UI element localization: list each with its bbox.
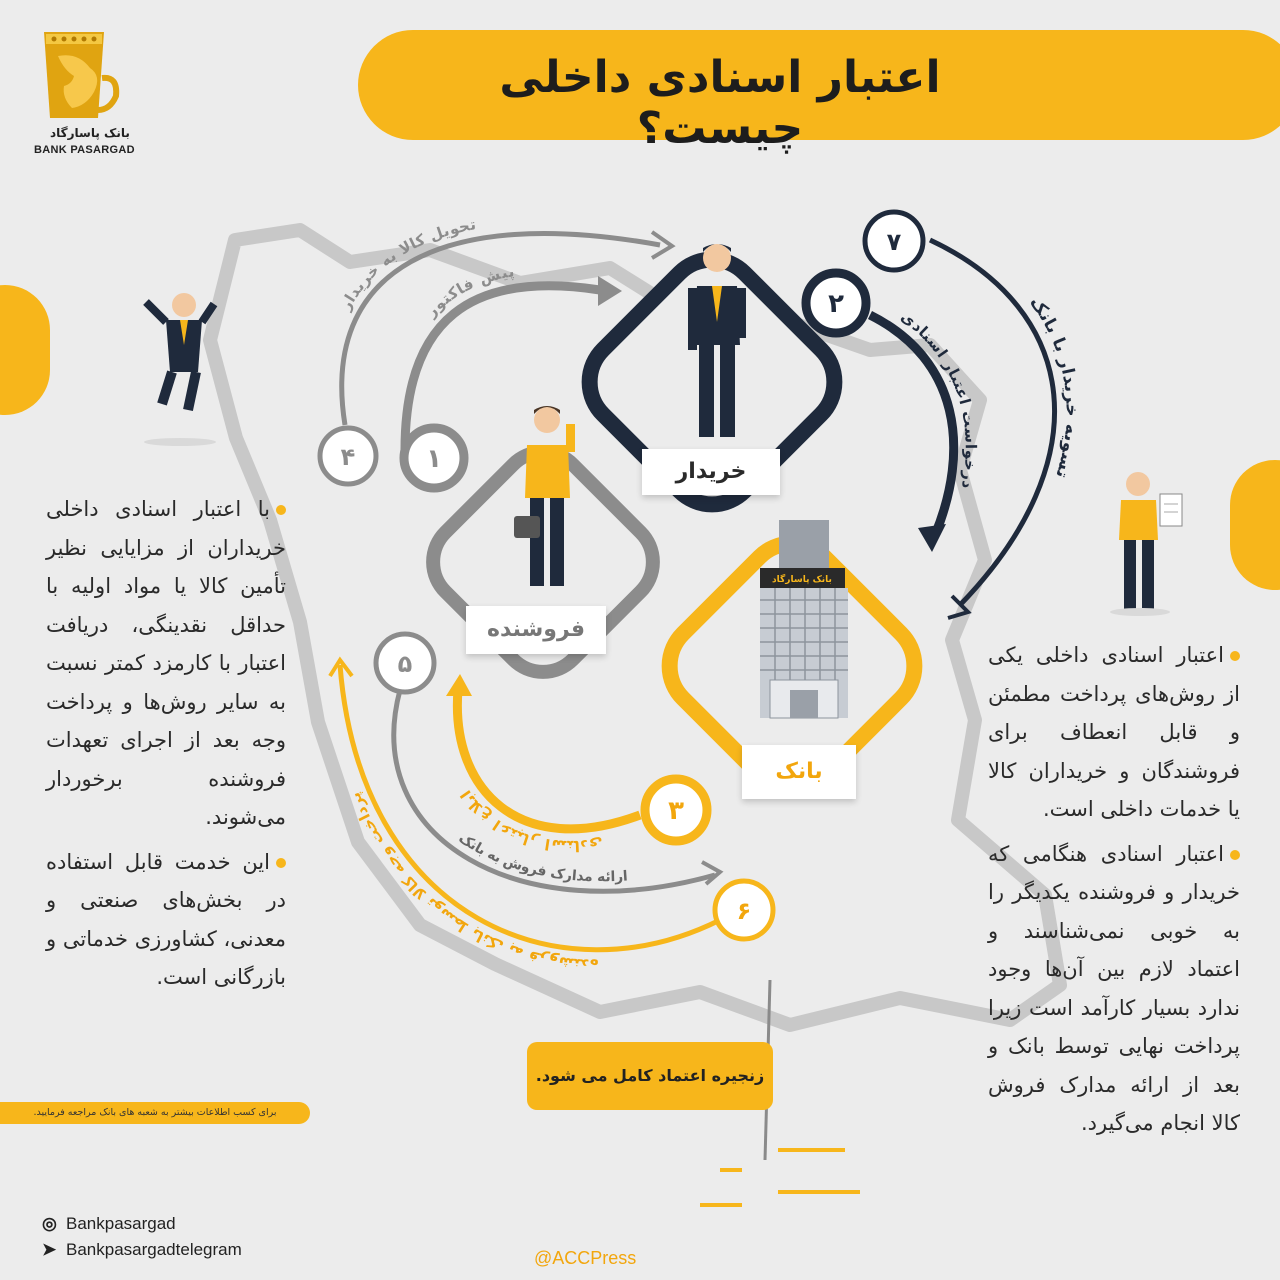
bullet-icon	[276, 505, 286, 515]
step-4-label: تحویل کالا به خریدار	[336, 215, 478, 314]
trust-note: زنجیره اعتماد کامل می شود.	[527, 1042, 773, 1110]
telegram-icon: ➤	[42, 1240, 57, 1259]
step-1-label: پیش فاکتور	[422, 262, 516, 321]
logo-text-en: BANK PASARGAD	[34, 144, 135, 156]
step-7-badge	[865, 212, 923, 270]
bullet-icon	[1230, 850, 1240, 860]
step-2-label: درخواست اعتبار اسنادی	[897, 307, 980, 490]
right-paragraph-2: اعتبار اسنادی هنگامی که خریدار و فروشنده یکدیگر را به خوبی نمی‌شناسند و اعتماد لازم بین آن‌ها وجود ندارد بسیار کارآمد است زیرا پرداخت نهایی توسط بانک و بعد از ارائه مدارک فروش کالا انجام می‌گیرد.	[988, 841, 1240, 1135]
telegram-handle[interactable]	[42, 1240, 242, 1260]
left-paragraph-2: این خدمت قابل استفاده در بخش‌های صنعتی و معدنی، کشاورزی خدماتی و بازرگانی است.	[46, 849, 286, 989]
buyer-label: خریدار	[642, 449, 780, 495]
left-paragraph-1: با اعتبار اسنادی داخلی خریداران از مزایایی نظیر تأمین کالا یا مواد اولیه با حداقل نقدینگی، دریافت اعتبار با کارمزد کمتر نسبت به سایر روش‌ها و پرداخت وجه بعد از اجرای تعهدات فروشنده برخوردار می‌شوند.	[46, 497, 286, 829]
svg-text:۴: ۴	[340, 443, 356, 471]
arrow-head-5	[702, 862, 720, 884]
svg-text:۵: ۵	[397, 650, 413, 678]
right-paragraph-1: اعتبار اسنادی داخلی یکی از روش‌های پرداخت مطمئن و قابل انعطاف برای فروشندگان و خریداران کالا یا خدمات داخلی است.	[988, 643, 1240, 821]
page-title: اعتبار اسنادی داخلی چیست؟	[499, 52, 941, 154]
logo-text-fa: بانک پاسارگاد	[50, 126, 130, 140]
step-6-badge	[715, 881, 773, 939]
instagram-handle[interactable]	[42, 1214, 176, 1234]
jumping-man-icon	[144, 293, 216, 446]
arrow-head-2	[918, 524, 946, 552]
svg-text:۳: ۳	[668, 796, 684, 826]
left-description	[46, 490, 286, 1003]
step-5-label: ارائه مدارک فروش به بانک	[455, 830, 629, 886]
instagram-text: Bankpasargad	[66, 1214, 176, 1233]
bank-label: بانک	[742, 745, 856, 799]
instagram-icon: ◎	[42, 1214, 57, 1233]
step-3-badge	[645, 779, 707, 841]
svg-text:۱: ۱	[426, 444, 442, 474]
bullet-icon	[1230, 651, 1240, 661]
step-5-badge	[376, 634, 434, 692]
svg-text:۲: ۲	[828, 289, 844, 319]
svg-text:بانک پاسارگاد: بانک پاسارگاد	[772, 575, 832, 585]
step-6-label: پرداخت وجه کالا توسط بانک به فروشنده	[345, 789, 599, 974]
step-1-badge	[404, 428, 464, 488]
step-3-label: ابلاغ اعتبار اسنادی	[456, 786, 605, 856]
clipboard-man-icon	[1110, 472, 1182, 616]
watermark: @ACCPress	[534, 1248, 637, 1268]
telegram-text: Bankpasargadtelegram	[66, 1240, 242, 1259]
footnote: برای کسب اطلاعات بیشتر به شعبه های بانک مراجعه فرمایید.	[0, 1102, 310, 1124]
step-7-label: تسویه خریدار با بانک	[1025, 293, 1082, 481]
right-description	[988, 636, 1240, 1149]
bullet-icon	[276, 858, 286, 868]
arrow-head-3	[446, 674, 472, 696]
seller-label: فروشنده	[466, 606, 606, 654]
step-4-badge	[320, 428, 376, 484]
svg-text:۶: ۶	[736, 897, 752, 925]
svg-text:۷: ۷	[886, 228, 902, 256]
step-2-badge	[806, 273, 866, 333]
